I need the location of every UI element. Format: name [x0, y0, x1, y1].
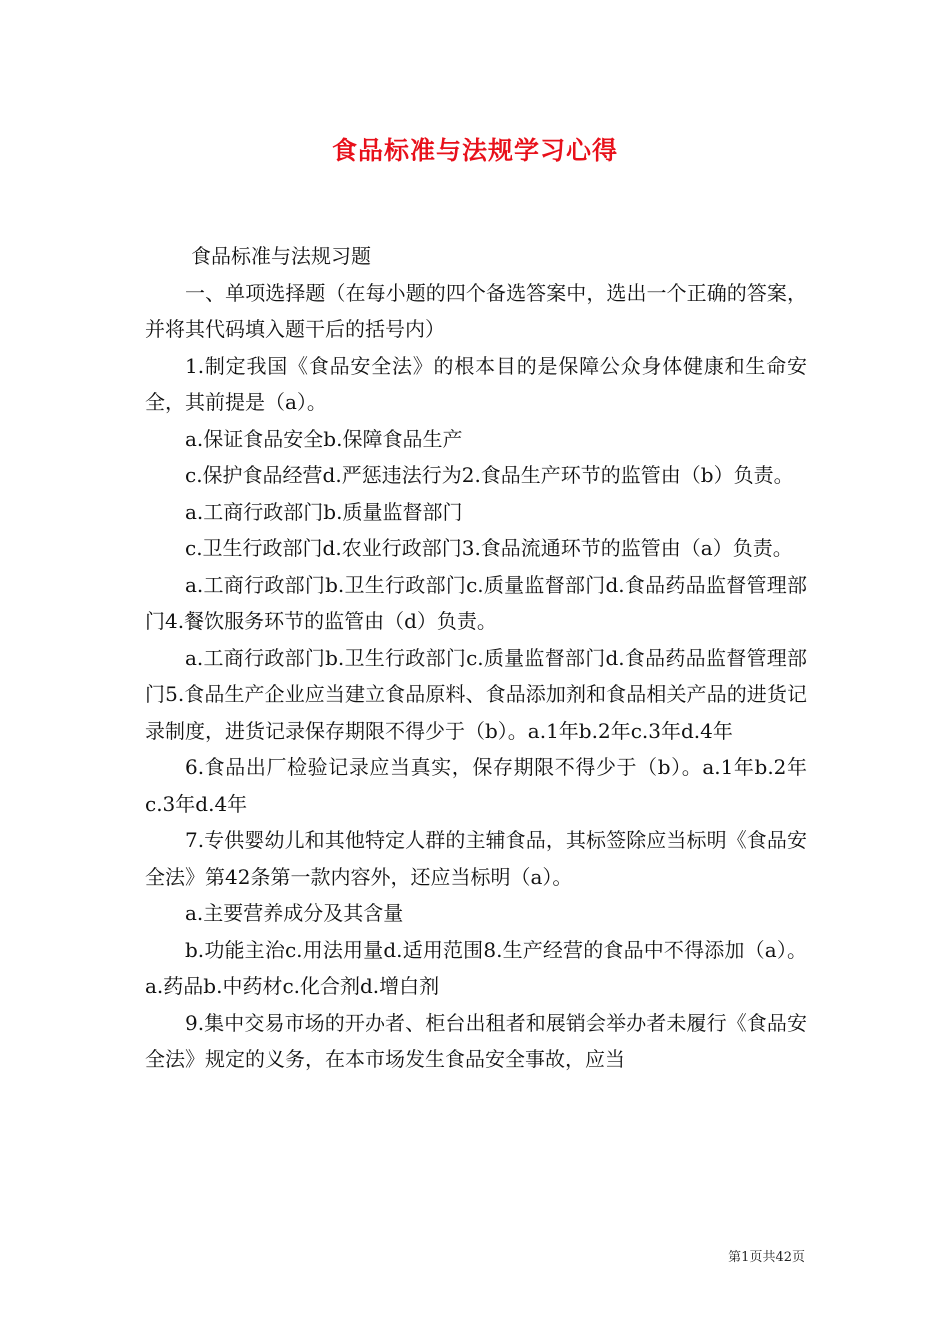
- paragraph-heading: 食品标准与法规习题: [191, 244, 371, 268]
- paragraph: a.主要营养成分及其含量: [185, 901, 404, 925]
- document-body: [145, 238, 807, 1078]
- paragraph: a.工商行政部门b.质量监督部门: [185, 499, 463, 524]
- paragraph: a.工商行政部门b.卫生行政部门c.质量监督部门d.食品药品监督管理部门4.餐饮服务环节的监管由（d）负责。: [145, 572, 807, 633]
- paragraph: b.功能主治c.用法用量d.适用范围8.生产经营的食品中不得添加（a）。a.药品b.中药材c.化合剂d.增白剂: [145, 937, 807, 998]
- paragraph: a.工商行政部门b.卫生行政部门c.质量监督部门d.食品药品监督管理部门5.食品生产企业应当建立食品原料、食品添加剂和食品相关产品的进货记录制度，进货记录保存期限不得少于（b）。a.1年b.2年c.3年d.4年: [145, 645, 807, 743]
- paragraph: 一、单项选择题（在每小题的四个备选答案中，选出一个正确的答案，并将其代码填入题干后的括号内）: [145, 280, 807, 341]
- paragraph: 9.集中交易市场的开办者、柜台出租者和展销会举办者未履行《食品安全法》规定的义务，在本市场发生食品安全事故，应当: [145, 1010, 807, 1071]
- paragraph: c.保护食品经营d.严惩违法行为2.食品生产环节的监管由（b）负责。: [185, 463, 794, 487]
- paragraph: 7.专供婴幼儿和其他特定人群的主辅食品，其标签除应当标明《食品安全法》第42条第一款内容外，还应当标明（a）。: [145, 828, 807, 889]
- document-title: 食品标准与法规学习心得: [331, 136, 618, 165]
- paragraph: a.保证食品安全b.保障食品生产: [185, 426, 463, 451]
- paragraph: 6.食品出厂检验记录应当真实，保存期限不得少于（b）。a.1年b.2年c.3年d.4年: [145, 755, 807, 816]
- paragraph: c.卫生行政部门d.农业行政部门3.食品流通环节的监管由（a）负责。: [185, 536, 793, 560]
- paragraph: 1.制定我国《食品安全法》的根本目的是保障公众身体健康和生命安全，其前提是（a）。: [145, 353, 807, 414]
- page-number: 第1页共42页: [728, 1250, 805, 1265]
